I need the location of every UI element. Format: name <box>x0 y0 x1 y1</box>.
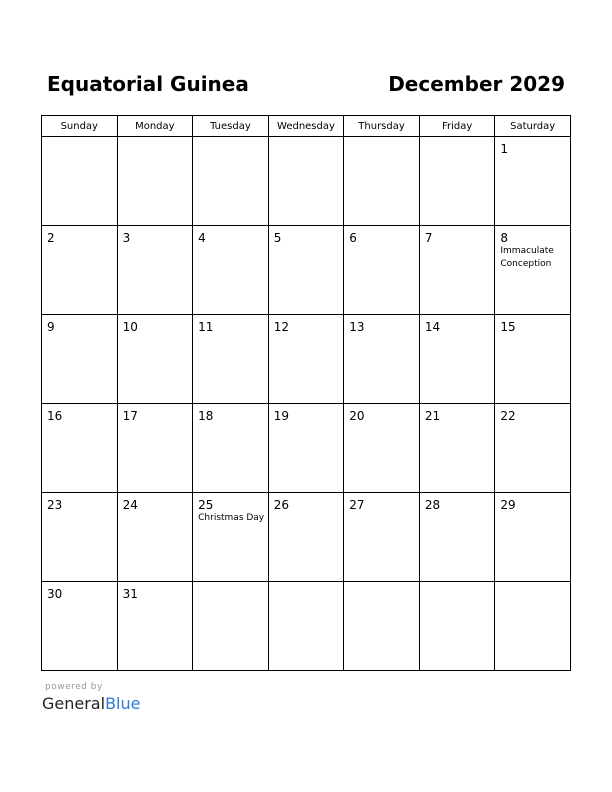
day-number: 26 <box>273 498 289 512</box>
logo-blue-text: Blue <box>105 694 141 713</box>
day-number: 8 <box>500 231 509 245</box>
day-number: 13 <box>349 320 365 334</box>
day-cell <box>42 226 118 315</box>
day-number: 9 <box>47 320 55 334</box>
day-cell <box>419 315 495 404</box>
weekday-sunday: Sunday <box>42 116 118 137</box>
day-cell <box>268 582 344 671</box>
day-number: 3 <box>122 231 131 245</box>
day-cell <box>117 404 193 493</box>
weekday-friday: Friday <box>419 116 495 137</box>
day-cell <box>117 493 193 582</box>
day-cell <box>495 493 571 582</box>
weekday-tuesday: Tuesday <box>193 116 269 137</box>
day-cell <box>495 404 571 493</box>
day-number: 28 <box>424 498 441 512</box>
weekday-saturday: Saturday <box>495 116 571 137</box>
day-number: 25 <box>198 498 214 512</box>
week-row <box>42 404 571 493</box>
day-number: 7 <box>424 231 433 245</box>
day-cell <box>344 404 420 493</box>
day-cell <box>344 226 420 315</box>
day-number: 27 <box>349 498 365 512</box>
day-cell <box>419 226 495 315</box>
day-number: 22 <box>500 409 516 423</box>
day-cell <box>344 137 420 226</box>
day-cell <box>268 493 344 582</box>
weekday-thursday: Thursday <box>344 116 420 137</box>
day-cell <box>42 582 118 671</box>
powered-by-text: powered by <box>45 682 103 692</box>
day-cell <box>344 493 420 582</box>
calendar-country-title: Equatorial Guinea <box>47 72 249 96</box>
day-number: 10 <box>122 320 138 334</box>
day-number: 17 <box>122 409 138 423</box>
day-cell <box>419 404 495 493</box>
week-row <box>42 493 571 582</box>
day-cell <box>268 404 344 493</box>
day-cell <box>495 137 571 226</box>
day-cell <box>419 137 495 226</box>
generalblue-logo[interactable] <box>42 694 140 713</box>
day-cell <box>344 315 420 404</box>
day-cell <box>419 582 495 671</box>
calendar-grid <box>41 115 571 671</box>
day-number: 30 <box>47 587 63 601</box>
day-number: 23 <box>47 498 63 512</box>
day-cell <box>193 493 269 582</box>
logo-general-text: General <box>42 694 106 713</box>
day-cell <box>193 315 269 404</box>
day-cell <box>42 315 118 404</box>
day-cell <box>117 137 193 226</box>
day-number: 15 <box>500 320 516 334</box>
holiday-label: Christmas Day <box>198 513 265 523</box>
day-number: 2 <box>47 231 55 245</box>
day-number: 1 <box>500 142 509 156</box>
day-cell <box>193 137 269 226</box>
day-number: 12 <box>273 320 289 334</box>
day-cell <box>268 315 344 404</box>
day-cell <box>495 315 571 404</box>
day-number: 21 <box>424 409 441 423</box>
day-number: 14 <box>424 320 441 334</box>
day-number: 6 <box>349 231 357 245</box>
day-number: 20 <box>349 409 365 423</box>
day-cell <box>193 582 269 671</box>
day-cell <box>42 493 118 582</box>
day-cell <box>268 137 344 226</box>
weekday-header-row <box>42 116 571 137</box>
day-cell <box>344 582 420 671</box>
week-row <box>42 315 571 404</box>
day-number: 29 <box>500 498 516 512</box>
day-cell <box>42 404 118 493</box>
day-cell <box>268 226 344 315</box>
day-cell <box>193 226 269 315</box>
day-number: 19 <box>273 409 289 423</box>
weekday-wednesday: Wednesday <box>268 116 344 137</box>
day-number: 4 <box>198 231 206 245</box>
day-cell <box>42 137 118 226</box>
day-number: 18 <box>198 409 214 423</box>
day-number: 31 <box>122 587 138 601</box>
week-row <box>42 226 571 315</box>
weekday-monday: Monday <box>117 116 193 137</box>
day-cell <box>495 226 571 315</box>
week-row <box>42 582 571 671</box>
week-row <box>42 137 571 226</box>
day-cell <box>495 582 571 671</box>
day-cell <box>419 493 495 582</box>
day-cell <box>193 404 269 493</box>
day-number: 5 <box>273 231 282 245</box>
day-cell <box>117 315 193 404</box>
calendar-month-title: December 2029 <box>388 72 565 96</box>
day-number: 24 <box>122 498 138 512</box>
day-cell <box>117 582 193 671</box>
day-number: 16 <box>47 409 63 423</box>
day-number: 11 <box>198 320 214 334</box>
day-cell <box>117 226 193 315</box>
holiday-label: Immaculate Conception <box>500 246 554 269</box>
